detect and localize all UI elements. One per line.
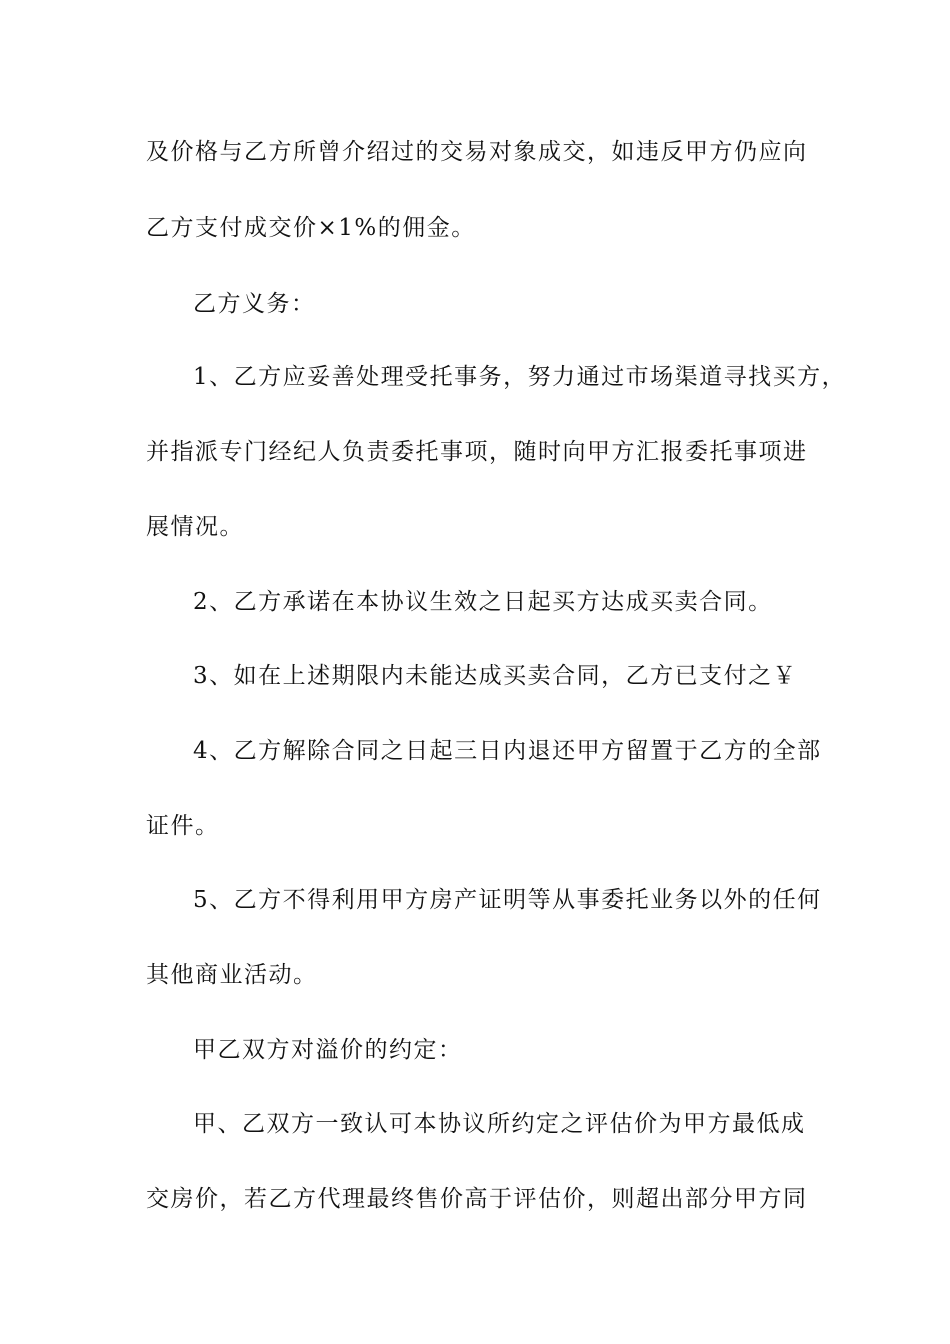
duty-item-2: 2、乙方承诺在本协议生效之日起买方达成买卖合同。 xyxy=(193,589,773,615)
section-heading-party-b-duties: 乙方义务： xyxy=(193,291,316,317)
text-line-2: 乙方支付成交价×1%的佣金。 xyxy=(146,215,476,241)
premium-paragraph-line-2: 交房价，若乙方代理最终售价高于评估价，则超出部分甲方同 xyxy=(146,1186,808,1212)
duty-item-4: 4、乙方解除合同之日起三日内退还甲方留置于乙方的全部 xyxy=(193,738,822,764)
text-line-12: 其他商业活动。 xyxy=(146,962,318,988)
duty-item-5: 5、乙方不得利用甲方房产证明等从事委托业务以外的任何 xyxy=(193,887,822,913)
section-heading-premium-agreement: 甲乙双方对溢价的约定： xyxy=(193,1037,463,1063)
text-line-5: 并指派专门经纪人负责委托事项，随时向甲方汇报委托事项进 xyxy=(146,439,808,465)
text-line-1: 及价格与乙方所曾介绍过的交易对象成交，如违反甲方仍应向 xyxy=(146,139,808,165)
premium-paragraph-line-1: 甲、乙双方一致认可本协议所约定之评估价为甲方最低成 xyxy=(193,1111,806,1137)
duty-item-3: 3、如在上述期限内未能达成买卖合同，乙方已支付之￥ xyxy=(193,663,798,689)
text-line-10: 证件。 xyxy=(146,813,220,839)
text-line-6: 展情况。 xyxy=(146,514,244,540)
duty-item-1: 1、乙方应妥善处理受托事务，努力通过市场渠道寻找买方， xyxy=(193,364,847,390)
